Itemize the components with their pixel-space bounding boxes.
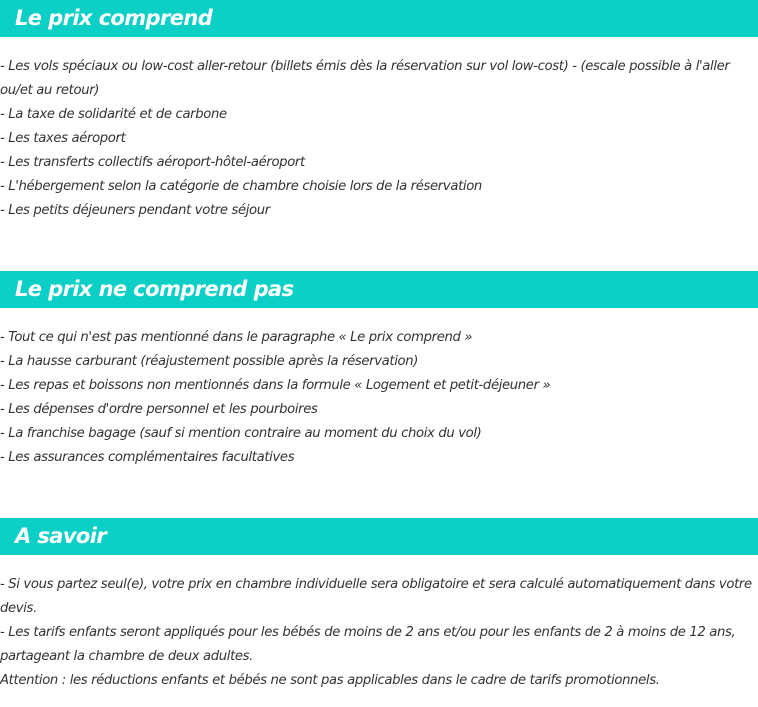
- item-list: [0, 37, 758, 223]
- section-title: Le prix ne comprend pas: [15, 277, 294, 301]
- section-header-banner: [0, 0, 758, 37]
- list-item: - La hausse carburant (réajustement possible après la réservation): [0, 354, 419, 369]
- list-item: - Les vols spéciaux ou low-cost aller-retour (billets émis dès la réservation sur vol low-cost) - (escale possible à l'aller ou/et au retour): [0, 59, 730, 98]
- list-item: - La franchise bagage (sauf si mention contraire au moment du choix du vol): [0, 426, 482, 441]
- list-item: - Si vous partez seul(e), votre prix en chambre individuelle sera obligatoire et sera calculé automatiquement dans votre devis.: [0, 577, 752, 616]
- section-price-includes: [0, 0, 758, 271]
- list-item: - Tout ce qui n'est pas mentionné dans le paragraphe « Le prix comprend »: [0, 330, 473, 345]
- section-title: A savoir: [15, 524, 107, 548]
- section-good-to-know: [0, 518, 758, 707]
- list-item: - Les transferts collectifs aéroport-hôtel-aéroport: [0, 155, 305, 170]
- list-item: - Les repas et boissons non mentionnés dans la formule « Logement et petit-déjeuner »: [0, 378, 551, 393]
- section-header-banner: [0, 518, 758, 555]
- section-header-banner: [0, 271, 758, 308]
- list-item: - Les assurances complémentaires facultatives: [0, 450, 295, 465]
- list-item: - La taxe de solidarité et de carbone: [0, 107, 227, 122]
- item-list: [0, 555, 758, 693]
- section-title: Le prix comprend: [15, 6, 213, 30]
- list-item: - Les taxes aéroport: [0, 131, 126, 146]
- list-item: Attention : les réductions enfants et bébés ne sont pas applicables dans le cadre de tarifs promotionnels.: [0, 673, 660, 688]
- section-price-excludes: [0, 271, 758, 518]
- list-item: - Les dépenses d'ordre personnel et les pourboires: [0, 402, 318, 417]
- list-item: - L'hébergement selon la catégorie de chambre choisie lors de la réservation: [0, 179, 482, 194]
- list-item: - Les tarifs enfants seront appliqués pour les bébés de moins de 2 ans et/ou pour les enfants de 2 à moins de 12 ans, partageant la chambre de deux adultes.: [0, 625, 736, 664]
- list-item: - Les petits déjeuners pendant votre séjour: [0, 203, 270, 218]
- item-list: [0, 308, 758, 470]
